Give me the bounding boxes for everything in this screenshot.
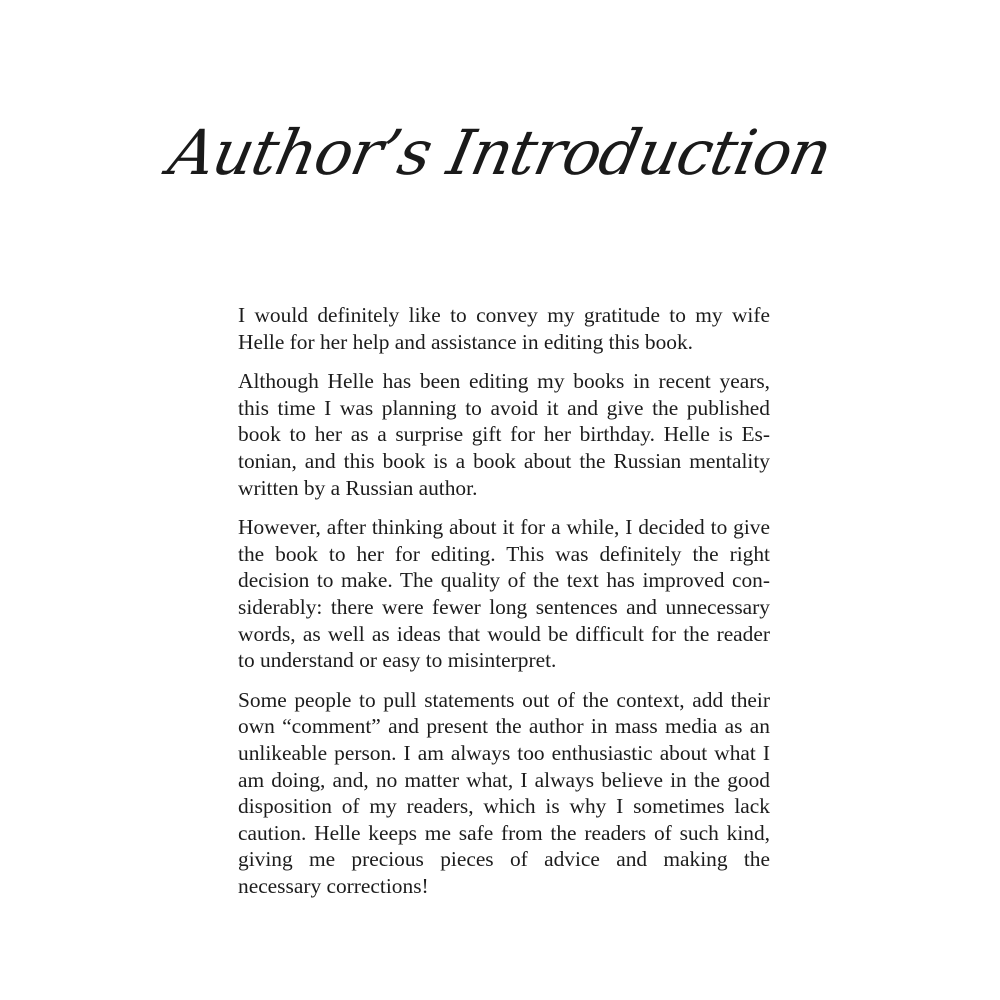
page-body bbox=[238, 302, 770, 899]
paragraph: However, after thinking about it for a while, I decided to give the book to her for editing. This was definitely the right decision to make. The quality of the text has improved considerably: there were fewer long sentences and unnecessary words, as well as ideas that would be difficult for the reader to understand or easy to misinterpret. bbox=[238, 515, 770, 673]
page-title: Author’s Introduction bbox=[162, 116, 838, 189]
paragraph: Although Helle has been editing my books in recent years, this time I was planning to avoid it and give the published book to her as a surprise gift for her birthday. Helle is Estonian, and this book is a book about the Russian mentality written by a Russian author. bbox=[238, 369, 770, 500]
paragraph: I would definitely like to convey my gratitude to my wife Helle for her help and assistance in editing this book. bbox=[238, 303, 770, 354]
paragraph: Some people to pull statements out of the context, add their own “comment” and present the author in mass media as an unlikeable person. I am always too enthusiastic about what I am doing, and, no matter what, I always believe in the good disposition of my readers, which is why I sometimes lack caution. Helle keeps me safe from the readers of such kind, giving me precious pieces of advice and making the necessary corrections! bbox=[238, 687, 770, 898]
